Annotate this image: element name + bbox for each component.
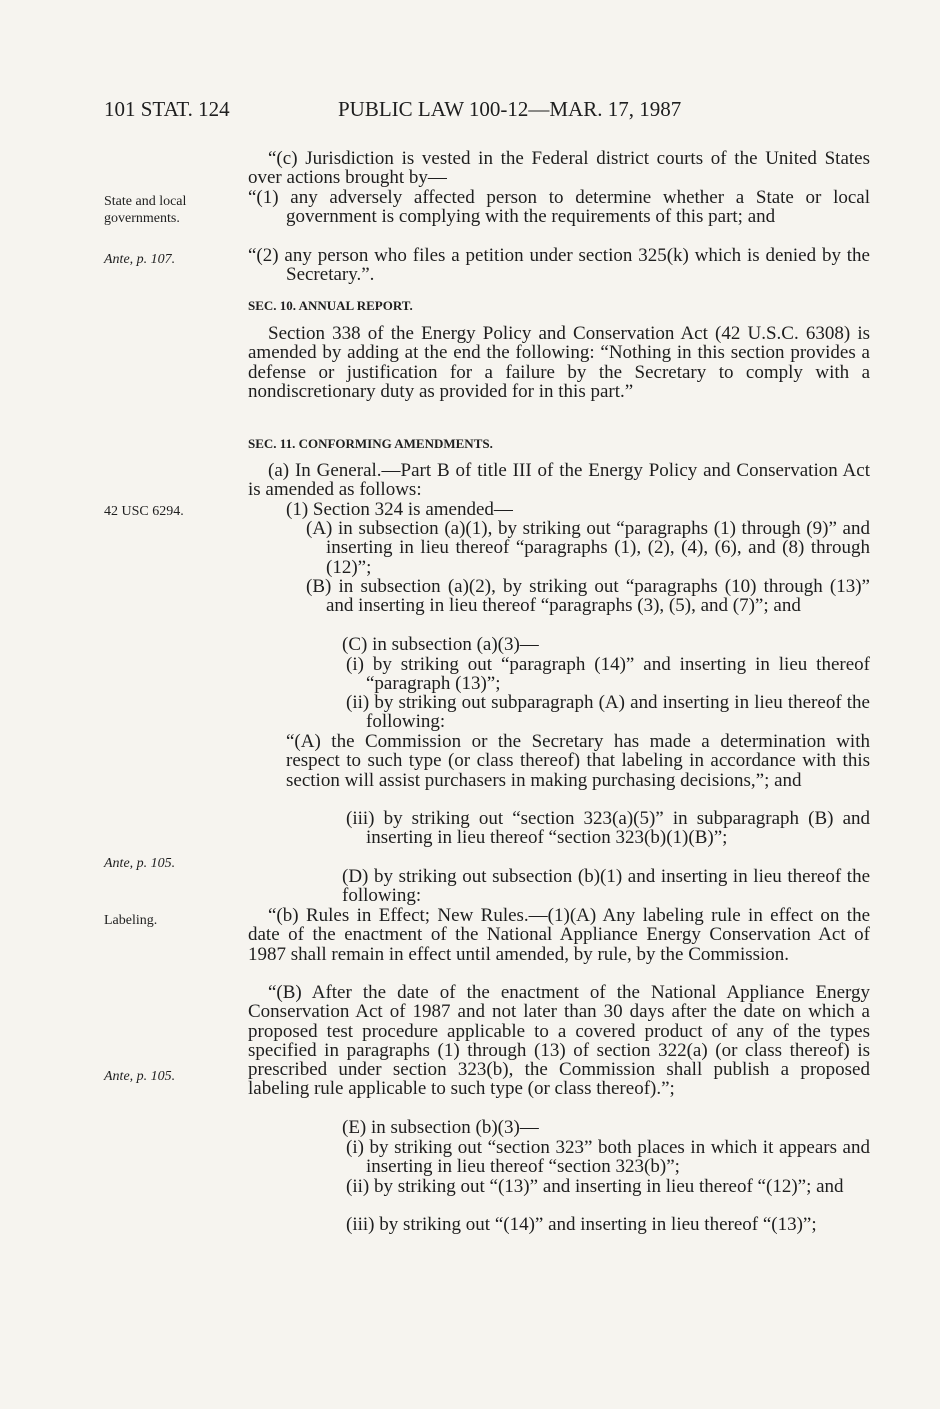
section-heading: SEC. 10. ANNUAL REPORT. bbox=[248, 298, 413, 313]
running-head: PUBLIC LAW 100-12—MAR. 17, 1987 bbox=[338, 97, 682, 121]
paragraph: (iii) by striking out “section 323(a)(5)” in subparagraph (B) and inserting in lieu thereof “section 323(b)(1)(B)”; bbox=[346, 808, 870, 849]
page-citation: 101 STAT. 124 bbox=[104, 97, 230, 121]
margin-note: 42 USC 6294. bbox=[104, 504, 184, 519]
paragraph: “(b) Rules in Effect; New Rules.—(1)(A) Any labeling rule in effect on the date of the enactment of the National Appliance Energy Conservation Act of 1987 shall remain in effect until amended, by rule, by the Commission. bbox=[248, 905, 870, 965]
margin-note: State and local governments. bbox=[104, 194, 187, 226]
section-heading: SEC. 11. CONFORMING AMENDMENTS. bbox=[248, 436, 493, 451]
margin-note: Labeling. bbox=[104, 913, 158, 928]
paragraph: Section 338 of the Energy Policy and Conservation Act (42 U.S.C. 6308) is amended by adding at the end the following: “Nothing in this section provides a defense or justification for a failure by the Secretary to comply with a nondiscretionary duty as provided for in this part.” bbox=[248, 323, 870, 402]
paragraph: (E) in subsection (b)(3)— bbox=[342, 1117, 539, 1138]
paragraph: (C) in subsection (a)(3)— bbox=[342, 634, 539, 655]
margin-note: Ante, p. 105. bbox=[104, 856, 176, 871]
margin-note: Ante, p. 107. bbox=[104, 252, 176, 267]
paragraph: (A) in subsection (a)(1), by striking out “paragraphs (1) through (9)” and inserting in lieu thereof “paragraphs (1), (2), (4), (6), and (8) through (12)”; bbox=[306, 518, 870, 578]
paragraph: (i) by striking out “section 323” both places in which it appears and inserting in lieu thereof “section 323(b)”; bbox=[346, 1137, 870, 1178]
paragraph: (D) by striking out subsection (b)(1) and inserting in lieu thereof the following: bbox=[342, 866, 870, 907]
paragraph: (ii) by striking out subparagraph (A) and inserting in lieu thereof the following: bbox=[346, 692, 870, 733]
paragraph: (B) in subsection (a)(2), by striking out “paragraphs (10) through (13)” and inserting in lieu thereof “paragraphs (3), (5), and (7)”; and bbox=[306, 576, 870, 617]
margin-note: Ante, p. 105. bbox=[104, 1069, 176, 1084]
paragraph: “(c) Jurisdiction is vested in the Federal district courts of the United States over actions brought by— bbox=[248, 148, 870, 189]
paragraph: “(A) the Commission or the Secretary has made a determination with respect to such type (or class thereof) that labeling in accordance with this section will assist purchasers in making purchasing decisions,”; and bbox=[286, 731, 870, 791]
paragraph: “(B) After the date of the enactment of the National Appliance Energy Conservation Act of 1987 and not later than 30 days after the date on which a proposed test procedure applicable to a covered product of any of the types specified in paragraphs (1) through (13) of section 322(a) (or class thereof) is prescribed under section 323(b), the Commission shall publish a proposed labeling rule applicable to such type (or class thereof).”; bbox=[248, 982, 870, 1100]
paragraph: “(1) any adversely affected person to determine whether a State or local government is complying with the requirements of this part; and bbox=[248, 187, 870, 228]
paragraph: (iii) by striking out “(14)” and inserting in lieu thereof “(13)”; bbox=[346, 1214, 817, 1235]
paragraph: (1) Section 324 is amended— bbox=[286, 499, 513, 520]
paragraph: (ii) by striking out “(13)” and inserting in lieu thereof “(12)”; and bbox=[346, 1176, 844, 1197]
paragraph: “(2) any person who files a petition under section 325(k) which is denied by the Secretary.”. bbox=[248, 245, 870, 286]
paragraph: (a) In General.—Part B of title III of the Energy Policy and Conservation Act is amended as follows: bbox=[248, 460, 870, 501]
paragraph: (i) by striking out “paragraph (14)” and inserting in lieu thereof “paragraph (13)”; bbox=[346, 654, 870, 695]
